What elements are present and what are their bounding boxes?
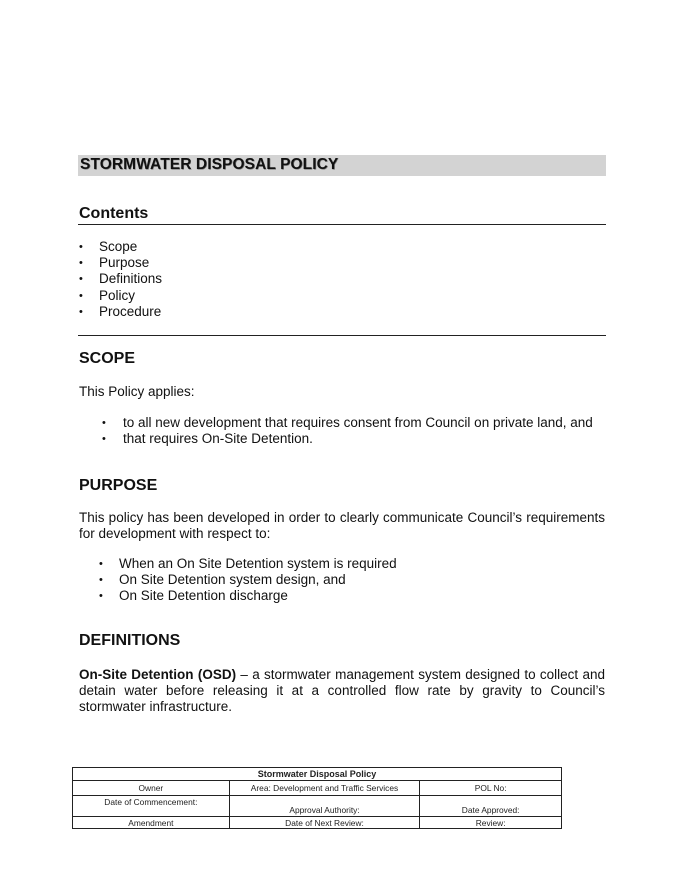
definitions-heading: DEFINITIONS <box>79 632 181 649</box>
contents-heading: Contents <box>79 205 149 222</box>
section-divider <box>78 335 606 336</box>
table-cell-next-review: Date of Next Review: <box>229 817 420 829</box>
purpose-item: • On Site Detention discharge <box>99 588 288 604</box>
bullet-icon: • <box>79 273 83 286</box>
bullet-icon: • <box>79 257 83 270</box>
scope-intro: This Policy applies: <box>79 384 195 399</box>
purpose-item: • When an On Site Detention system is required <box>99 556 397 571</box>
definition-osd <box>79 667 605 715</box>
contents-list <box>79 239 379 320</box>
purpose-intro: This policy has been developed in order to clearly communicate Council’s requirements for development with respect to: <box>79 510 605 541</box>
purpose-heading: PURPOSE <box>79 477 158 494</box>
footer-table-title-row <box>73 768 562 781</box>
bullet-icon: • <box>99 590 103 603</box>
contents-item-purpose[interactable]: • Purpose <box>79 255 150 271</box>
bullet-icon: • <box>79 305 83 318</box>
definition-term: On-Site Detention (OSD) <box>79 667 237 682</box>
scope-heading: SCOPE <box>79 350 136 367</box>
table-cell-date-approved: Date Approved: <box>420 796 562 817</box>
bullet-icon: • <box>102 433 106 446</box>
footer-table <box>72 767 562 829</box>
table-cell-owner: Owner <box>73 781 230 796</box>
purpose-list <box>99 556 599 605</box>
contents-rule <box>78 224 606 225</box>
bullet-icon: • <box>99 558 103 570</box>
scope-item: • to all new development that requires consent from Council on private land, and <box>102 415 593 430</box>
footer-table-title: Stormwater Disposal Policy <box>73 768 562 781</box>
bullet-icon: • <box>79 241 83 253</box>
bullet-icon: • <box>79 289 83 302</box>
contents-item-scope[interactable]: • Scope <box>79 239 138 254</box>
contents-item-procedure[interactable]: • Procedure <box>79 303 162 319</box>
contents-item-definitions[interactable]: • Definitions <box>79 271 163 287</box>
table-cell-approval-authority: Approval Authority: <box>229 796 420 817</box>
bullet-icon: • <box>99 574 103 587</box>
definition-text: – a stormwater management system designed to collect and detain water before releasing it at a controlled flow rate by gravity to Council’s stormwater infrastructure. <box>79 667 606 714</box>
scope-item: • that requires On-Site Detention. <box>102 431 313 447</box>
table-row <box>73 781 562 796</box>
table-cell-amendment: Amendment <box>73 817 230 829</box>
table-row <box>73 817 562 829</box>
page-title: STORMWATER DISPOSAL POLICY <box>80 156 339 173</box>
purpose-item: • On Site Detention system design, and <box>99 572 346 588</box>
table-row <box>73 796 562 817</box>
bullet-icon: • <box>102 417 106 429</box>
contents-item-policy[interactable]: • Policy <box>79 287 136 303</box>
table-cell-area: Area: Development and Traffic Services <box>229 781 420 796</box>
scope-list <box>102 415 602 447</box>
table-cell-date-commencement: Date of Commencement: <box>73 796 230 817</box>
table-cell-review: Review: <box>420 817 562 829</box>
table-cell-pol-no: POL No: <box>420 781 562 796</box>
